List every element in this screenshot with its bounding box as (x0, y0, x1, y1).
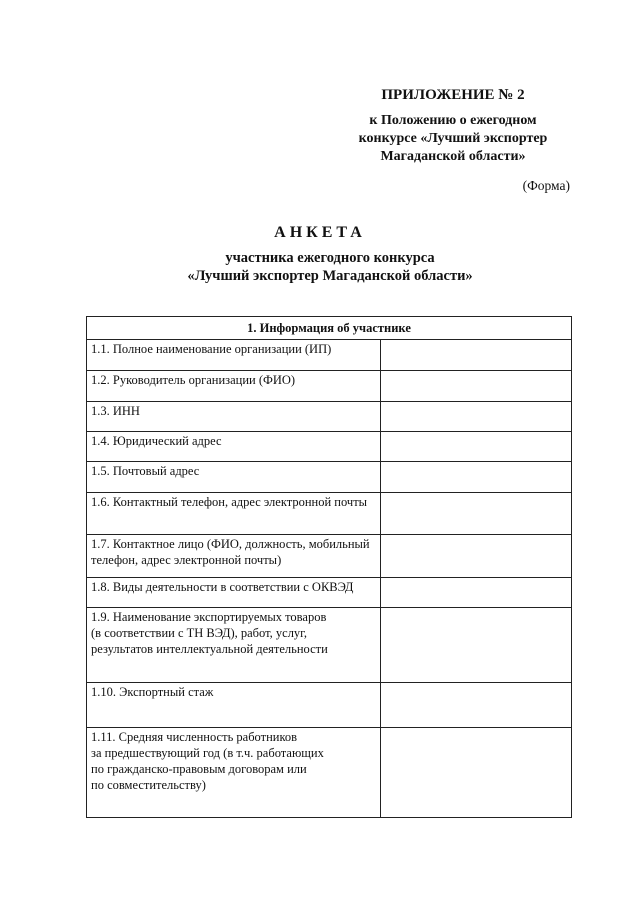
table-row (87, 371, 572, 402)
row-value-legal-address[interactable] (381, 432, 572, 462)
row-label-okved: 1.8. Виды деятельности в соответствии с ОКВЭД (87, 578, 381, 608)
row-label-director: 1.2. Руководитель организации (ФИО) (87, 371, 381, 402)
row-value-okved[interactable] (381, 578, 572, 608)
row-value-employee-count[interactable] (381, 728, 572, 818)
row-value-contacts[interactable] (381, 493, 572, 535)
row-label-export-goods: 1.9. Наименование экспортируемых товаров (в соответствии с ТН ВЭД), работ, услуг, результатов интеллектуальной деятельности (87, 608, 381, 683)
appendix-block (340, 86, 566, 166)
table-row (87, 578, 572, 608)
row-value-inn[interactable] (381, 402, 572, 432)
row-value-export-goods[interactable] (381, 608, 572, 683)
row-label-legal-address: 1.4. Юридический адрес (87, 432, 381, 462)
row-value-export-experience[interactable] (381, 683, 572, 728)
row-value-director[interactable] (381, 371, 572, 402)
row-label-postal-address: 1.5. Почтовый адрес (87, 462, 381, 493)
table-row (87, 432, 572, 462)
table-row (87, 340, 572, 371)
row-label-inn: 1.3. ИНН (87, 402, 381, 432)
row-label-contacts: 1.6. Контактный телефон, адрес электронной почты (87, 493, 381, 535)
document-subtitle (0, 249, 640, 285)
table-row (87, 535, 572, 578)
table-row (87, 683, 572, 728)
row-value-postal-address[interactable] (381, 462, 572, 493)
appendix-line: Магаданской области» (380, 149, 526, 164)
participant-info-table (86, 316, 572, 818)
table-row (87, 493, 572, 535)
form-note: (Форма) (522, 178, 570, 193)
table-row (87, 728, 572, 818)
document-title: АНКЕТА (274, 224, 366, 241)
table-row (87, 462, 572, 493)
appendix-line: к Положению о ежегодном (369, 113, 537, 128)
subtitle-line: «Лучший экспортер Магаданской области» (187, 268, 473, 284)
subtitle-line: участника ежегодного конкурса (225, 250, 435, 266)
table-header-row (87, 317, 572, 340)
table-row (87, 402, 572, 432)
row-value-contact-person[interactable] (381, 535, 572, 578)
appendix-line: конкурсе «Лучший экспортер (358, 131, 548, 146)
section-header: 1. Информация об участнике (87, 317, 572, 340)
row-label-employee-count: 1.11. Средняя численность работников за предшествующий год (в т.ч. работающих по гражданско-правовым договорам или по совместительству) (87, 728, 381, 818)
appendix-title: ПРИЛОЖЕНИЕ № 2 (381, 87, 525, 103)
row-value-full-name[interactable] (381, 340, 572, 371)
row-label-full-name: 1.1. Полное наименование организации (ИП) (87, 340, 381, 371)
row-label-export-experience: 1.10. Экспортный стаж (87, 683, 381, 728)
row-label-contact-person: 1.7. Контактное лицо (ФИО, должность, мобильный телефон, адрес электронной почты) (87, 535, 381, 578)
table-row (87, 608, 572, 683)
